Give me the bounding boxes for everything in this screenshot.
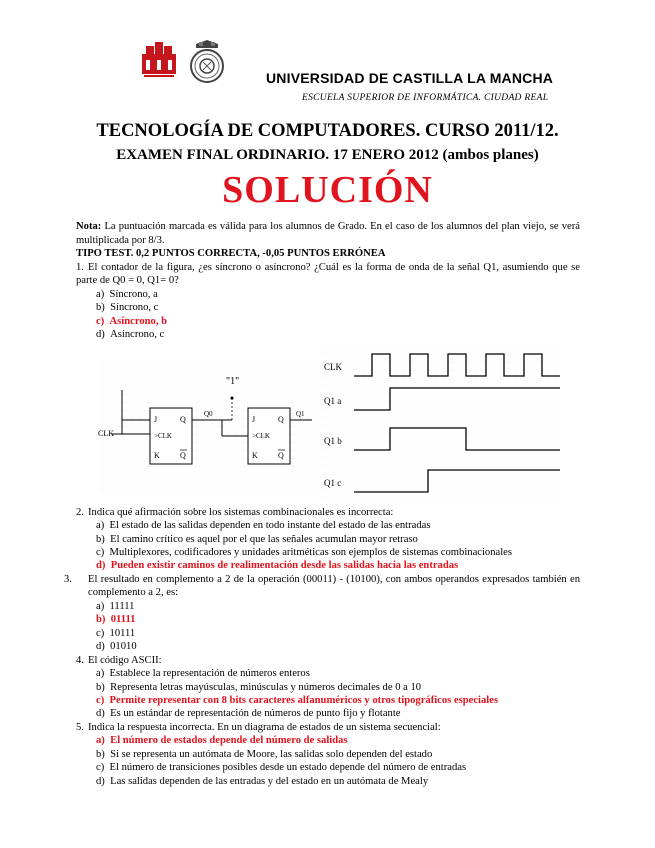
note-paragraph [76,220,580,247]
exam-content [64,220,580,788]
option-text: Asíncrono, b [109,315,168,327]
question-5 [76,721,580,788]
logic-one-label: "1" [226,375,240,387]
option-c [76,546,580,559]
option-d [76,707,580,720]
option-a [76,519,580,532]
option-a [76,600,580,613]
option-c-correct [76,315,580,328]
exam-subtitle: EXAMEN FINAL ORDINARIO. 17 ENERO 2012 (ambos planes) [116,147,539,163]
question-2 [76,506,580,573]
wave-c-label: Q1 c [324,477,342,488]
waveform-diagram [322,346,562,506]
option-text: Es un estándar de representación de números de punto fijo y flotante [110,708,401,720]
option-letter: d) [96,708,105,720]
question-text: El código ASCII: [88,654,162,666]
option-letter: c) [96,762,105,774]
option-b [76,748,580,761]
option-c [76,627,580,640]
option-letter: a) [96,668,105,680]
option-letter: a) [96,601,105,612]
option-d [76,775,580,788]
question-number: 4. [76,654,84,666]
option-text: Representa letras mayúsculas, minúsculas y números decimales de 0 a 10 [110,681,422,693]
option-text: Las salidas dependen de las entradas y del estado en un autómata de Mealy [110,775,429,787]
ff2-j: J [252,414,256,424]
option-text: Asíncrono, c [110,329,165,341]
ff1-j: J [154,414,158,424]
option-text: El camino crítico es aquel por el que las señales acumulan mayor retraso [110,533,418,545]
option-a [76,288,580,301]
clk-input-label: CLK [98,428,114,438]
option-text: Permite representar con 8 bits caracteres alfanuméricos y otros tipográficos especiales [109,695,499,707]
question-3 [64,573,580,654]
option-b [76,681,580,694]
exam-title: TECNOLOGÍA DE COMPUTADORES. CURSO 2011/12. [96,121,559,141]
option-letter: b) [96,681,105,693]
option-b [76,301,580,314]
option-letter: c) [96,315,105,327]
option-text: El número de transiciones posibles desde un estado depende del número de entradas [109,762,467,774]
option-text: Multiplexores, codificadores y unidades aritméticas son ejemplos de sistemas combinacionales [109,547,512,558]
test-header: TIPO TEST. 0,2 PUNTOS CORRECTA, -0,05 PUNTOS ERRÓNEA [76,248,386,260]
question-number: 3. [64,573,72,585]
ff2-k: K [252,450,258,460]
option-text: El estado de las salidas dependen en todo instante del estado de las entradas [109,520,431,532]
note-label: Nota: [76,221,102,232]
ff1-clk: >CLK [154,431,172,440]
option-letter: b) [96,614,106,626]
option-text: 01111 [110,614,136,626]
option-a [76,667,580,680]
option-b [76,533,580,546]
option-text: Si se representa un autómata de Moore, las salidas solo dependen del estado [110,748,433,760]
option-letter: c) [96,627,105,639]
ff2-q: Q [278,414,284,424]
option-letter: c) [96,547,105,558]
ff2-clk: >CLK [252,431,270,440]
ff1-k: K [154,450,160,460]
note-text: La puntuación marcada es válida para los alumnos de Grado. En el caso de los alumnos del plan viejo, se verá multiplicada por 8/3. [76,221,580,246]
option-b-correct [76,613,580,626]
option-c-correct [76,694,580,707]
option-letter: a) [96,735,105,747]
option-text: Pueden existir caminos de realimentación desde las salidas hacia las entradas [110,560,459,572]
wave-b-label: Q1 b [324,435,342,446]
option-list [76,288,580,342]
option-letter: d) [96,560,106,572]
option-text: Establece la representación de números enteros [109,668,310,680]
option-text: El número de estados depende del número de salidas [110,735,348,747]
circuit-diagram [98,362,320,492]
ff1-q: Q [180,414,186,424]
ff1-qbar: Q [180,450,186,460]
option-letter: d) [96,775,105,787]
option-text: Síncrono, a [109,288,158,300]
question-number: 5. [76,721,84,733]
option-letter: b) [96,748,105,760]
option-d [76,640,580,653]
option-letter: d) [96,329,105,341]
option-d-correct [76,559,580,572]
q1-label: Q1 [296,409,305,418]
option-letter: a) [96,520,105,532]
question-text: El contador de la figura, ¿es síncrono o asíncrono? ¿Cuál es la forma de onda de la señal Q1, asumiendo que se parte de Q0 = 0, Q1= 0? [76,261,580,287]
school-name: ESCUELA SUPERIOR DE INFORMÁTICA. CIUDAD REAL [302,93,549,103]
question-number: 1. [76,261,84,273]
option-c [76,761,580,774]
question-text: Indica qué afirmación sobre los sistemas combinacionales es incorrecta: [88,506,394,518]
wave-clk-label: CLK [324,361,342,372]
solution-heading: SOLUCIÓN [222,169,433,211]
question-number: 2. [76,506,84,518]
option-a-correct [76,734,580,747]
university-name: UNIVERSIDAD DE CASTILLA LA MANCHA [266,70,554,86]
option-letter: b) [96,533,105,545]
question-1 [76,261,580,506]
uclm-logo [140,40,178,80]
question-4 [76,654,580,721]
option-d [76,328,580,341]
wave-a-label: Q1 a [324,395,342,406]
option-text: 11111 [109,601,135,612]
option-letter: d) [96,641,105,653]
option-text: Síncrono, c [110,302,159,314]
counter-figure [76,346,580,506]
option-letter: a) [96,288,105,300]
question-text: El resultado en complemento a 2 de la operación (00011) - (10100), con ambos operandos expresados también en complemento a 2, es: [88,573,580,599]
option-letter: c) [96,695,105,707]
option-text: 01010 [110,641,137,653]
q0-label: Q0 [204,409,213,418]
question-text: Indica la respuesta incorrecta. En un diagrama de estados de un sistema secuencial: [88,721,441,733]
esi-seal-logo [188,40,226,84]
option-text: 10111 [109,627,136,639]
ff2-qbar: Q [278,450,284,460]
option-letter: b) [96,302,105,314]
